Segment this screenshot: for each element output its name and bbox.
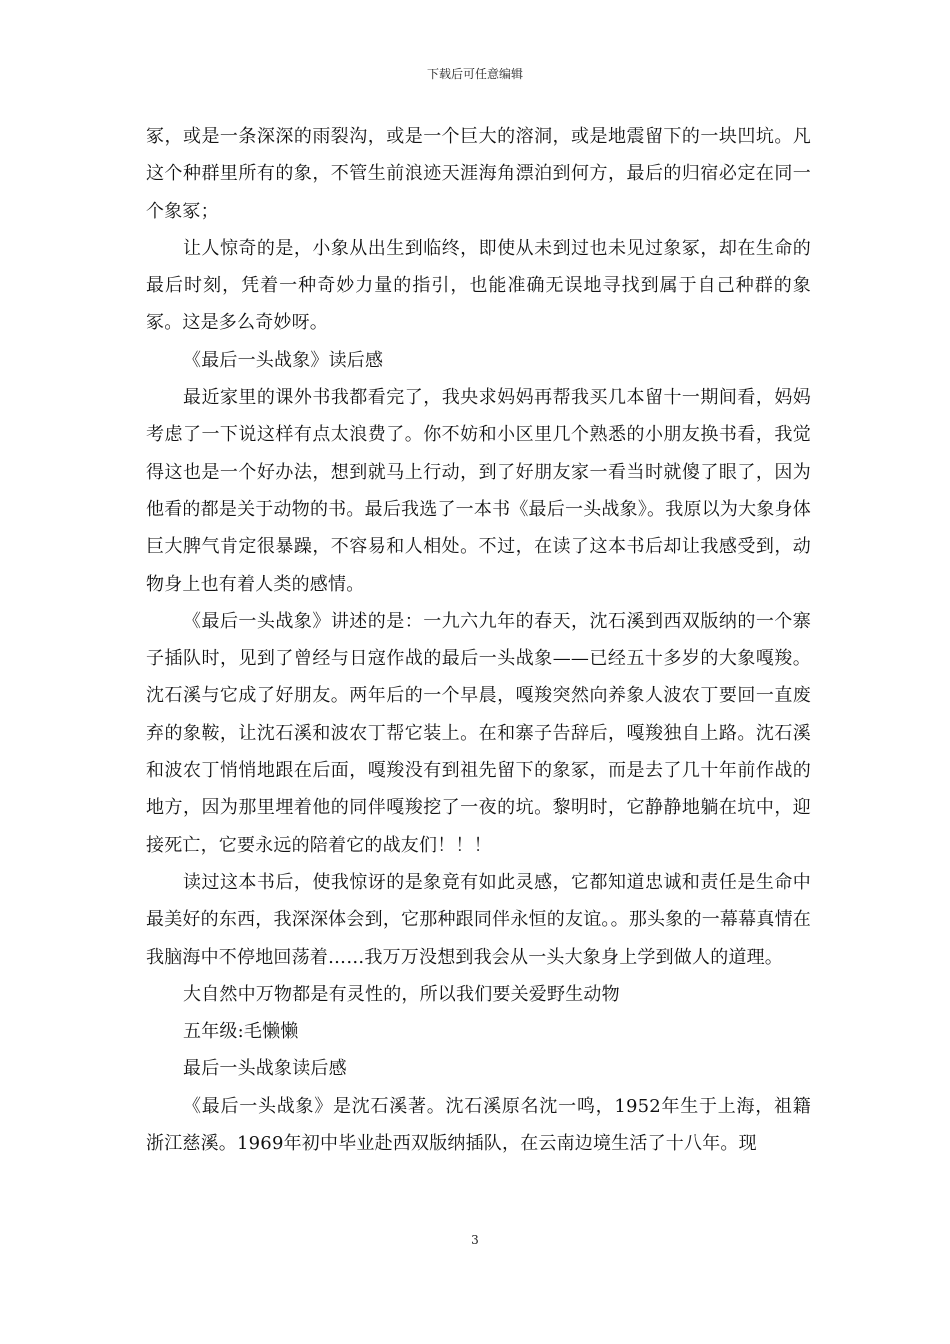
section-title: 最后一头战象读后感: [183, 1058, 347, 1080]
paragraph: 最近家里的课外书我都看完了，我央求妈妈再帮我买几本留十一期间看，妈妈考虑了一下说这样有点太浪费了。你不妨和小区里几个熟悉的小朋友换书看，我觉得这也是一个好办法，想到就马上行动，到了好朋友家一看当时就傻了眼了，因为他看的都是关于动物的书。最后我选了一本书《最后一头战象》。我原以为大象身体巨大脾气肯定很暴躁，不容易和人相处。不过，在读了这本书后却让我感受到，动物身上也有着人类的感情。: [146, 387, 811, 595]
paragraph: 冢，或是一条深深的雨裂沟，或是一个巨大的溶洞，或是地震留下的一块凹坑。凡这个种群里所有的象，不管生前浪迹天涯海角漂泊到何方，最后的归宿必定在同一个象冢；: [146, 126, 811, 222]
paragraph: 让人惊奇的是，小象从出生到临终，即使从未到过也未见过象冢，却在生命的最后时刻，凭着一种奇妙力量的指引，也能准确无误地寻找到属于自己种群的象冢。这是多么奇妙呀。: [146, 237, 811, 334]
page-header: 下载后可任意编辑: [426, 67, 523, 81]
document-body: [146, 118, 811, 1162]
author-line: 五年级:毛懒懒: [183, 1021, 299, 1043]
paragraph: 《最后一头战象》讲述的是：一九六九年的春天，沈石溪到西双版纳的一个寨子插队时，见到了曾经与日寇作战的最后一头战象——已经五十多岁的大象嘎羧。沈石溪与它成了好朋友。两年后的一个早晨，嘎羧突然向养象人波农丁要回一直废弃的象鞍，让沈石溪和波农丁帮它装上。在和寨子告辞后，嘎羧独自上路。沈石溪和波农丁悄悄地跟在后面，嘎羧没有到祖先留下的象冢，而是去了几十年前作战的地方，因为那里埋着他的同伴嘎羧挖了一夜的坑。黎明时，它静静地躺在坑中，迎接死亡，它要永远的陪着它的战友们！！！: [146, 610, 811, 856]
paragraph: 大自然中万物都是有灵性的，所以我们要关爱野生动物: [183, 983, 620, 1005]
paragraph: 《最后一头战象》是沈石溪著。沈石溪原名沈一鸣，1952年生于上海，祖籍浙江慈溪。1969年初中毕业赴西双版纳插队，在云南边境生活了十八年。现: [146, 1095, 811, 1155]
section-title: 《最后一头战象》读后感: [183, 349, 384, 371]
paragraph: 读过这本书后，使我惊讶的是象竟有如此灵感，它都知道忠诚和责任是生命中最美好的东西，我深深体会到，它那种跟同伴永恒的友谊。。那头象的一幕幕真情在我脑海中不停地回荡着……我万万没想到我会从一头大象身上学到做人的道理。: [146, 871, 811, 968]
page-number: 3: [471, 1233, 479, 1247]
